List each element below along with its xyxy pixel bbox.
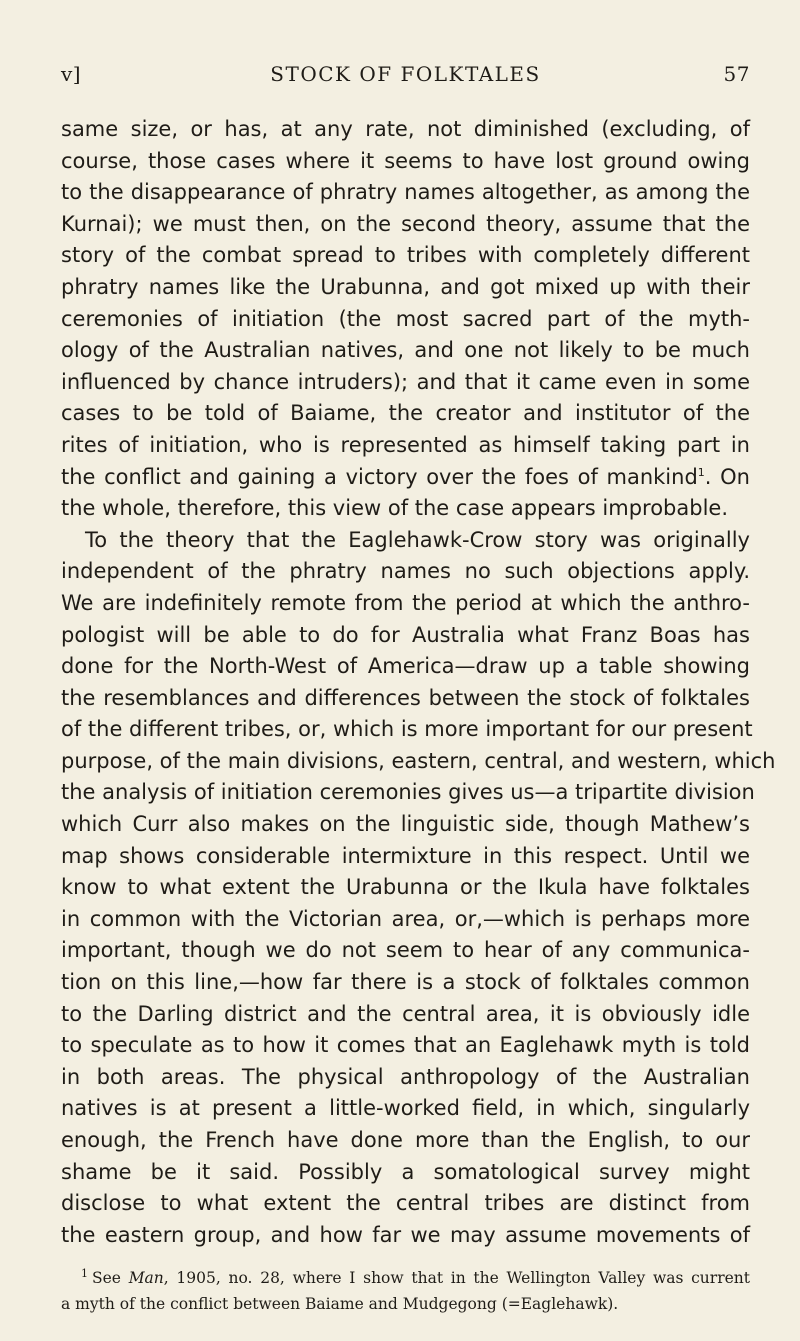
text-line: story of the combat spread to tribes with completely different (61, 243, 750, 268)
chapter-number: v] (61, 62, 82, 86)
text-line: know to what extent the Urabunna or the Ikula have folktales (61, 875, 750, 900)
footnote-line: a myth of the conflict between Baiame and Mudgegong (=Eaglehawk). (61, 1295, 619, 1313)
text-line: pologist will be able to do for Australia what Franz Boas has (61, 622, 750, 647)
text-line: We are indefinitely remote from the period at which the anthro- (61, 590, 750, 615)
text-line: to speculate as to how it comes that an Eaglehawk myth is told (61, 1033, 750, 1058)
text-line: important, though we do not seem to hear of any communica- (61, 938, 750, 963)
text-line: the whole, therefore, this view of the case appears improbable. (61, 496, 729, 521)
text-line-with-footnote (61, 462, 750, 494)
text-line: influenced by chance intruders); and that it came even in some (61, 369, 750, 394)
text-line: which Curr also makes on the linguistic side, though Mathew’s (61, 812, 750, 837)
text-line: tion on this line,—how far there is a stock of folktales common (61, 970, 750, 995)
text-line: ceremonies of initiation (the most sacred part of the myth- (61, 306, 750, 331)
text-line: independent of the phratry names no such objections apply. (61, 559, 750, 584)
text-line: to the Darling district and the central area, it is obviously idle (61, 1001, 750, 1026)
text-line: done for the North-West of America—draw up a table showing (61, 654, 750, 679)
text-line: cases to be told of Baiame, the creator and institutor of the (61, 401, 750, 426)
page-number: 57 (723, 62, 750, 86)
text-line: in common with the Victorian area, or,—which is perhaps more (61, 906, 750, 931)
text-line: the resemblances and differences between the stock of folktales (61, 685, 750, 710)
text-line: enough, the French have done more than the English, to our (61, 1128, 750, 1152)
footnote-reference[interactable]: 1 (697, 465, 705, 479)
text-line: the analysis of initiation ceremonies gives us—a tripartite division (61, 780, 755, 805)
text-line: purpose, of the main divisions, eastern, central, and western, which (61, 748, 776, 773)
text-line: ology of the Australian natives, and one not likely to be much (61, 338, 750, 363)
text-line: to the disappearance of phratry names altogether, as among the (61, 180, 750, 205)
text-line: in both areas. The physical anthropology of the Australian (61, 1064, 750, 1089)
footnote-marker: 1 (81, 1267, 88, 1280)
footnote-text: , 1905, no. 28, where I show that in the Wellington Valley was current (163, 1269, 750, 1287)
text-line: map shows considerable intermixture in this respect. Until we (61, 843, 750, 868)
text-line: rites of initiation, who is represented as himself taking part in (61, 432, 750, 457)
footnote-line (61, 1266, 750, 1292)
text-line: Kurnai); we must then, on the second theory, assume that the (61, 211, 750, 236)
paragraph-first-line: To the theory that the Eaglehawk-Crow story was originally (85, 527, 750, 552)
text-line: of the different tribes, or, which is more important for our present (61, 717, 753, 742)
journal-title: Man (128, 1269, 164, 1287)
footnote (61, 1266, 750, 1317)
body-text (61, 114, 776, 1251)
running-title: STOCK OF FOLKTALES (270, 62, 541, 86)
text-line: course, those cases where it seems to have lost ground owing (61, 148, 750, 173)
footnote-prefix: See (92, 1269, 129, 1287)
line-text: the conflict and gaining a victory over the foes of mankind (61, 464, 698, 489)
text-line: the eastern group, and how far we may assume movements of (61, 1222, 750, 1247)
text-line: phratry names like the Urabunna, and got mixed up with their (61, 274, 750, 299)
text-line: natives is at present a little-worked field, in which, singularly (61, 1096, 750, 1121)
text-line: disclose to what extent the central tribes are distinct from (61, 1191, 750, 1216)
running-head (61, 62, 750, 94)
text-line: shame be it said. Possibly a somatological survey might (61, 1159, 750, 1184)
text-line: same size, or has, at any rate, not diminished (excluding, of (61, 117, 750, 141)
line-text-tail: . On (704, 464, 750, 489)
